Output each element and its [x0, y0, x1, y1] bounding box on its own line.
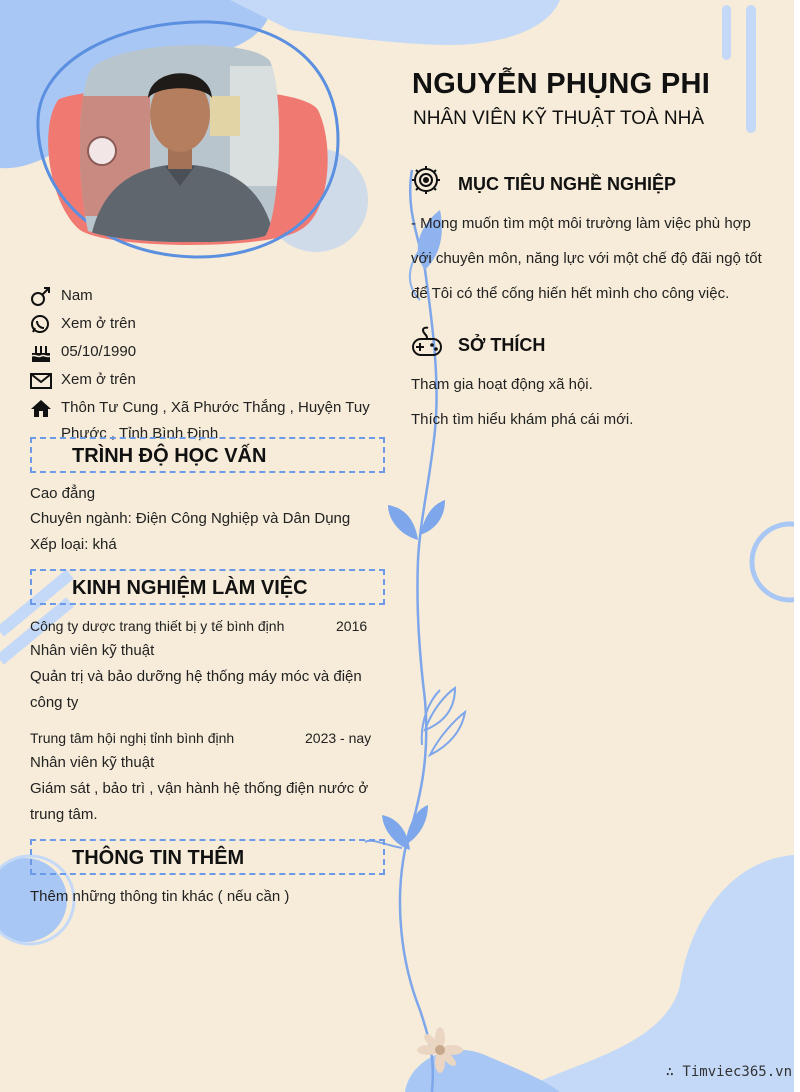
more-info-text: Thêm những thông tin khác ( nếu cần ) — [30, 888, 290, 905]
job-1-desc-line-2: công ty — [30, 694, 79, 711]
job-1-time: 2016 — [336, 618, 368, 634]
career-goal-text — [411, 206, 771, 311]
address-line-2: Phước , Tỉnh Bình Định — [61, 425, 219, 442]
career-goal-line-3: để Tôi có thể cống hiến hết mình cho công việc. — [411, 285, 730, 302]
education-degree: Cao đẳng — [30, 485, 96, 502]
hobby-item: Tham gia hoạt động xã hội. — [411, 376, 593, 393]
job-1-position: Nhân viên kỹ thuật — [30, 642, 155, 659]
phone-icon — [30, 315, 52, 335]
footer-brand: ∴ Timviec365.vn — [665, 1064, 792, 1080]
job-2-position: Nhân viên kỹ thuật — [30, 754, 155, 771]
gamepad-icon — [411, 326, 443, 358]
job-2-desc-line-2: trung tâm. — [30, 806, 98, 823]
hobbies-list — [411, 367, 771, 437]
experience-header — [30, 569, 385, 605]
job-2-company: Trung tâm hội nghị tỉnh bình định — [30, 730, 235, 746]
birthday-text: 05/10/1990 — [61, 343, 137, 360]
profile-photo — [80, 36, 280, 242]
education-title: TRÌNH ĐỘ HỌC VẤN — [72, 445, 267, 467]
hobby-item: Thích tìm hiểu khám phá cái mới. — [411, 411, 634, 428]
gender-icon — [30, 287, 52, 307]
job-1-company: Công ty dược trang thiết bị y tế bình định — [30, 618, 285, 634]
job-2-time: 2023 - nay — [305, 730, 372, 746]
job-1-desc-line-1: Quản trị và bảo dưỡng hệ thống máy móc và điện — [30, 668, 362, 685]
email-icon — [30, 371, 52, 391]
more-info-title: THÔNG TIN THÊM — [72, 847, 245, 869]
career-goal-line-1: - Mong muốn tìm một môi trường làm việc phù hợp — [411, 215, 751, 232]
home-icon — [30, 399, 52, 419]
phone-text: Xem ở trên — [61, 315, 136, 332]
birthday-cake-icon — [30, 343, 52, 363]
career-goal-line-2: với chuyên môn, năng lực với một chế độ đãi ngộ tốt — [411, 250, 762, 267]
experience-title: KINH NGHIỆM LÀM VIỆC — [72, 577, 308, 599]
education-major: Chuyên ngành: Điện Công Nghiệp và Dân Dụng — [30, 510, 351, 527]
job-2-desc-line-1: Giám sát , bảo trì , vận hành hệ thống điện nước ở — [30, 780, 369, 797]
candidate-name: NGUYỄN PHỤNG PHI — [412, 68, 711, 100]
target-gear-icon — [411, 165, 441, 195]
education-header — [30, 437, 385, 473]
career-goal-title: MỤC TIÊU NGHỀ NGHIỆP — [458, 174, 677, 194]
education-rank: Xếp loại: khá — [30, 536, 117, 553]
email-text: Xem ở trên — [61, 371, 136, 388]
more-info-header — [30, 839, 385, 875]
gender-text: Nam — [61, 287, 93, 304]
address-line-1: Thôn Tư Cung , Xã Phước Thắng , Huyện Tuy — [61, 399, 370, 416]
job-title: NHÂN VIÊN KỸ THUẬT TOÀ NHÀ — [413, 108, 705, 129]
hobbies-title: SỞ THÍCH — [458, 335, 546, 355]
